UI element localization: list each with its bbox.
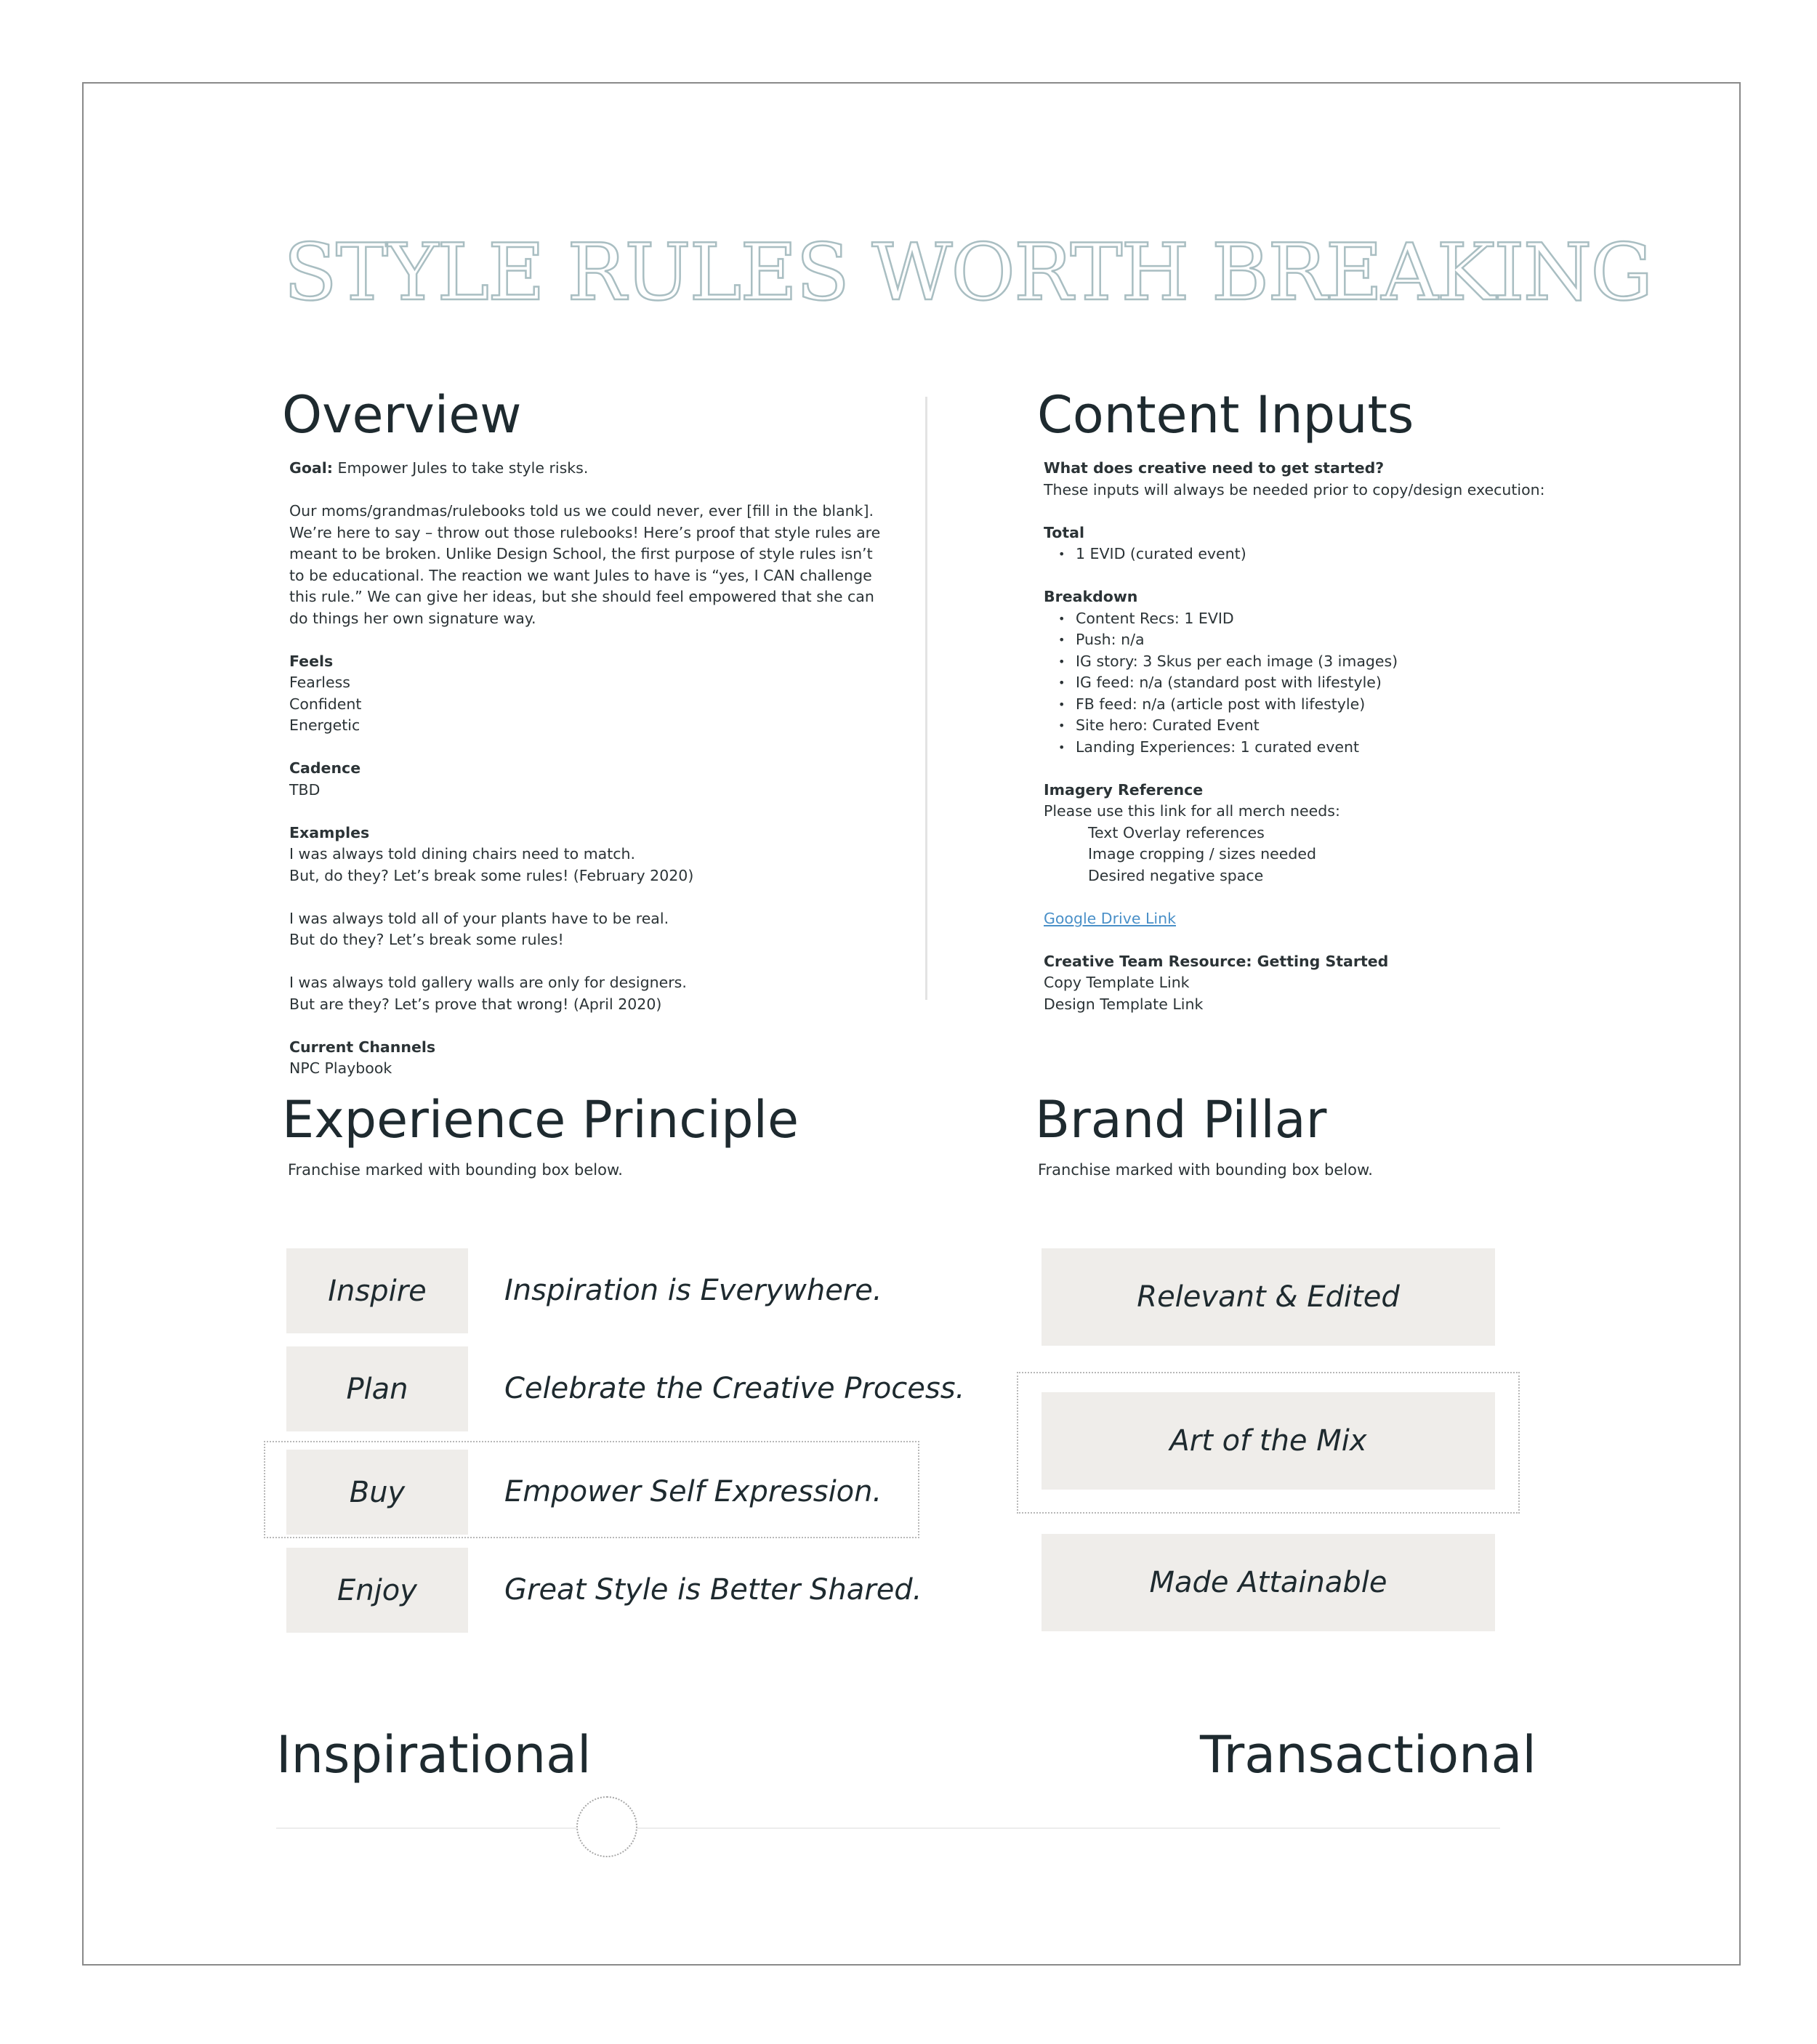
- stage-chip-plan: Plan: [286, 1346, 468, 1431]
- paragraph-line: do things her own signature way.: [289, 609, 536, 627]
- breakdown-item: • IG feed: n/a (standard post with lifestyle): [1044, 672, 1654, 694]
- experience-principle-heading: Experience Principle: [282, 1090, 799, 1150]
- google-drive-link[interactable]: Google Drive Link: [1044, 909, 1176, 927]
- feel-item: Energetic: [289, 716, 360, 734]
- breakdown-item: • Push: n/a: [1044, 629, 1654, 651]
- goal-line: [289, 458, 914, 480]
- example-line: I was always told all of your plants have to be real.: [289, 909, 669, 927]
- scale-marker[interactable]: [576, 1796, 637, 1857]
- overview-heading: Overview: [282, 385, 522, 445]
- paragraph-line: this rule.” We can give her ideas, but she should feel empowered that she can: [289, 588, 874, 605]
- pillar-chip: Made Attainable: [1042, 1534, 1495, 1631]
- goal-text: Empower Jules to take style risks.: [332, 459, 589, 477]
- paragraph-line: to be educational. The reaction we want Jules to have is “yes, I CAN challenge: [289, 566, 872, 584]
- paragraph-line: meant to be broken. Unlike Design School, the first purpose of style rules isn’t: [289, 545, 873, 562]
- scale-track: [276, 1827, 1500, 1829]
- inputs-intro: These inputs will always be needed prior to copy/design execution:: [1044, 480, 1545, 498]
- imagery-label: Imagery Reference: [1044, 780, 1204, 799]
- principle-text: Empower Self Expression.: [504, 1475, 882, 1508]
- example-line: But do they? Let’s break some rules!: [289, 931, 564, 948]
- breakdown-item: • Content Recs: 1 EVID: [1044, 608, 1654, 630]
- question-label: What does creative need to get started?: [1044, 459, 1385, 477]
- principle-text: Great Style is Better Shared.: [504, 1573, 922, 1607]
- paragraph-line: Our moms/grandmas/rulebooks told us we could never, ever [fill in the blank].: [289, 502, 874, 520]
- principle-text: Inspiration is Everywhere.: [504, 1274, 882, 1307]
- column-divider: [925, 397, 927, 1000]
- imagery-item: Image cropping / sizes needed: [1088, 845, 1316, 863]
- brand-pillar-heading: Brand Pillar: [1035, 1090, 1327, 1150]
- imagery-item: Desired negative space: [1088, 866, 1264, 884]
- feel-item: Confident: [289, 695, 362, 713]
- content-inputs-body: [1044, 458, 1654, 1015]
- resource-label: Creative Team Resource: Getting Started: [1044, 952, 1389, 970]
- copy-template-link[interactable]: Copy Template Link: [1044, 974, 1190, 991]
- breakdown-item: • Landing Experiences: 1 curated event: [1044, 737, 1654, 759]
- example-line: But are they? Let’s prove that wrong! (April 2020): [289, 995, 662, 1013]
- overview-body: [289, 458, 914, 1080]
- principle-text: Celebrate the Creative Process.: [504, 1372, 965, 1405]
- scale-right-label: Transactional: [1200, 1725, 1536, 1785]
- goal-label: Goal:: [289, 459, 333, 477]
- cadence-label: Cadence: [289, 759, 361, 777]
- example-line: I was always told dining chairs need to match.: [289, 845, 636, 863]
- content-inputs-heading: Content Inputs: [1037, 385, 1414, 445]
- total-label: Total: [1044, 523, 1085, 541]
- imagery-item: Text Overlay references: [1088, 823, 1265, 841]
- experience-note: Franchise marked with bounding box below.: [288, 1161, 623, 1179]
- breakdown-item: • Site hero: Curated Event: [1044, 715, 1654, 737]
- cadence-value: TBD: [289, 780, 321, 799]
- channels-value: NPC Playbook: [289, 1059, 392, 1077]
- breakdown-item: • FB feed: n/a (article post with lifestyle): [1044, 694, 1654, 716]
- total-item: • 1 EVID (curated event): [1044, 544, 1654, 565]
- stage-chip-buy: Buy: [286, 1450, 468, 1535]
- feel-item: Fearless: [289, 674, 350, 691]
- feels-label: Feels: [289, 652, 334, 670]
- example-line: I was always told gallery walls are only for designers.: [289, 974, 687, 991]
- pillar-chip: Relevant & Edited: [1042, 1248, 1495, 1346]
- stage-chip-inspire: Inspire: [286, 1248, 468, 1333]
- examples-label: Examples: [289, 823, 370, 841]
- channels-label: Current Channels: [289, 1038, 436, 1056]
- design-template-link[interactable]: Design Template Link: [1044, 995, 1204, 1013]
- breakdown-label: Breakdown: [1044, 588, 1138, 605]
- stage-chip-enjoy: Enjoy: [286, 1548, 468, 1633]
- page-title: STYLE RULES WORTH BREAKING: [283, 227, 1652, 318]
- scale-left-label: Inspirational: [276, 1725, 592, 1785]
- breakdown-item: • IG story: 3 Skus per each image (3 images): [1044, 651, 1654, 673]
- brand-note: Franchise marked with bounding box below.: [1038, 1161, 1373, 1179]
- pillar-chip-selected: Art of the Mix: [1042, 1392, 1495, 1490]
- paragraph-line: We’re here to say – throw out those rulebooks! Here’s proof that style rules are: [289, 523, 881, 541]
- example-line: But, do they? Let’s break some rules! (February 2020): [289, 866, 694, 884]
- imagery-intro: Please use this link for all merch needs:: [1044, 802, 1340, 820]
